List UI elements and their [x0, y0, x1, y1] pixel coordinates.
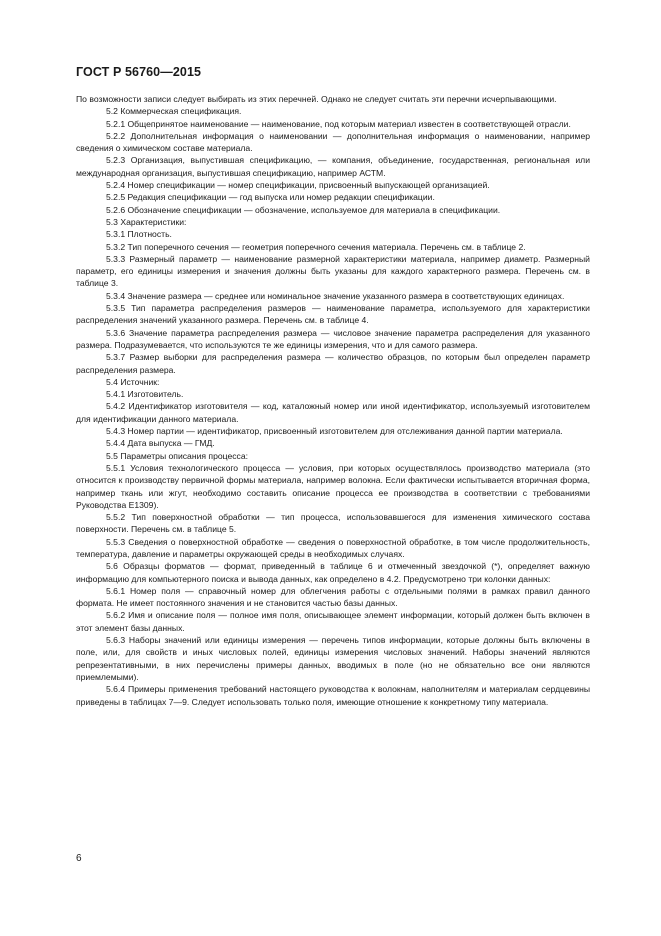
- paragraph: 5.2.1 Общепринятое наименование — наименование, под которым материал известен в соответствующей отрасли.: [106, 118, 571, 129]
- paragraph: 5.3.4 Значение размера — среднее или номинальное значение указанного размера в соответствующих единицах.: [106, 290, 565, 301]
- paragraph: 5.3.3 Размерный параметр — наименование размерной характеристики материала, например диаметр. Размерный параметр, его единицы измерения и значения должны быть указаны для каждого характерного размера. Перечень см. в таблице 3.: [76, 253, 590, 289]
- paragraph: 5.2 Коммерческая спецификация.: [106, 106, 242, 117]
- paragraph: 5.4.1 Изготовитель.: [106, 389, 184, 400]
- paragraph: 5.4 Источник:: [106, 376, 160, 387]
- paragraph: По возможности записи следует выбирать из этих перечней. Однако не следует считать эти перечни исчерпывающими.: [76, 94, 557, 104]
- paragraph: 5.2.5 Редакция спецификации — год выпуска или номер редакции спецификации.: [106, 192, 435, 203]
- paragraph: 5.3.2 Тип поперечного сечения — геометрия поперечного сечения материала. Перечень см. в таблице 2.: [106, 241, 526, 252]
- page-number: 6: [76, 853, 82, 864]
- paragraph: 5.2.2 Дополнительная информация о наименовании — дополнительная информация о наименовании, например сведения о химическом составе материала.: [76, 130, 590, 154]
- paragraph: 5.3.6 Значение параметра распределения размера — числовое значение параметра распределения для указанного размера. Подразумевается, что используются те же единицы измерения, что и для самого размера.: [76, 327, 590, 350]
- paragraph: 5.4.2 Идентификатор изготовителя — код, каталожный номер или иной идентификатор, используемый изготовителем для идентификации данного материала.: [76, 401, 590, 424]
- paragraph: 5.2.4 Номер спецификации — номер спецификации, присвоенный выпускающей организацией.: [106, 180, 490, 191]
- paragraph: 5.5.3 Сведения о поверхностной обработке — сведения о поверхностной обработке, в том числе продолжительность, температура, давление и параметры окружающей среды в необходимых случаях.: [76, 536, 590, 559]
- paragraph: 5.4.3 Номер партии — идентификатор, присвоенный изготовителем для отслеживания данной партии материала.: [106, 426, 563, 437]
- paragraph: 5.6.2 Имя и описание поля — полное имя поля, описывающее элемент информации, который должен быть включен в этот элемент базы данных.: [76, 610, 590, 633]
- paragraph: 5.4.4 Дата выпуска — ГМД.: [106, 438, 215, 449]
- document-body: [76, 93, 590, 708]
- paragraph: 5.5.2 Тип поверхностной обработки — тип процесса, использовавшегося для изменения химического состава поверхности. Перечень см. в таблице 5.: [76, 512, 590, 535]
- paragraph: 5.6.1 Номер поля — справочный номер для облегчения работы с отдельными полями в рамках правил данного формата. Не имеет постоянного значения и не становится частью базы данных.: [76, 585, 590, 609]
- paragraph: 5.3.7 Размер выборки для распределения размера — количество образцов, по которым был определен параметр распределения размера.: [76, 352, 590, 375]
- paragraph: 5.3.1 Плотность.: [106, 229, 172, 240]
- paragraph: 5.3 Характеристики:: [106, 216, 187, 227]
- paragraph: 5.6 Образцы форматов — формат, приведенный в таблице 6 и отмеченный звездочкой (*), определяет важную информацию для компьютерного поиска и вывода данных, как определено в 4.2. Предусмотрено три колонки данных:: [76, 561, 590, 584]
- paragraph: 5.5.1 Условия технологического процесса — условия, при которых осуществлялось производство материала (это относится к производству первичной формы материала, например волокна. Если фактически испытывается вторичная форма, например ткань или жгут, необходимо составить описание процесса ее производства в соответствии с требованиями Руководства E1309).: [76, 462, 590, 510]
- paragraph: 5.6.3 Наборы значений или единицы измерения — перечень типов информации, которые должны быть включены в поле, или, для свойств и иных числовых полей, единицы измерения числовых значений. Наборы значений являются репрезентативными, в них перечислены примеры данных, вводимых в поле (но не обязательно все они являются приемлемыми).: [76, 635, 590, 682]
- document-header-title: ГОСТ Р 56760—2015: [76, 65, 202, 79]
- paragraph: 5.3.5 Тип параметра распределения размеров — наименование параметра, используемого для характеристики распределения значений указанного размера. Перечень см. в таблице 4.: [76, 303, 590, 326]
- paragraph: 5.2.3 Организация, выпустившая спецификацию, — компания, объединение, государственная, региональная или международная организация, выпустившая спецификацию, например АСТМ.: [76, 155, 590, 178]
- paragraph: 5.2.6 Обозначение спецификации — обозначение, используемое для материала в спецификации.: [106, 204, 501, 215]
- paragraph: 5.6.4 Примеры применения требований настоящего руководства к волокнам, наполнителям и материалам сердцевины приведены в таблицах 7—9. Следует использовать только поля, имеющие отношение к конкретному типу материала.: [76, 684, 590, 707]
- paragraph: 5.5 Параметры описания процесса:: [106, 450, 249, 461]
